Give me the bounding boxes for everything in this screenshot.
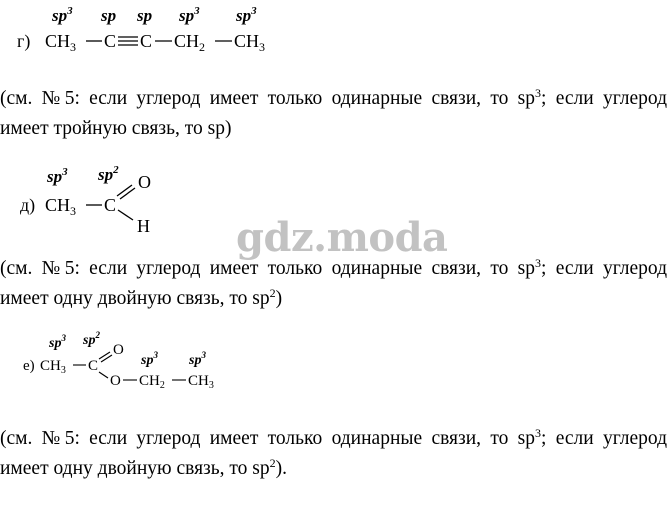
atom-c: C (88, 358, 99, 374)
hyb-g-2: sp (101, 6, 117, 25)
atom-o: O (110, 373, 121, 389)
atom-o: O (138, 172, 151, 192)
hyb-g-4: $sp^3$ (179, 5, 200, 25)
single-bond (99, 372, 108, 378)
formula-g (0, 0, 667, 60)
formula-label-g: г) (17, 31, 31, 51)
single-bond (118, 210, 133, 220)
atom-c: C (140, 31, 153, 51)
atom-ch3: $CH_3$ (40, 358, 66, 376)
atom-o: O (113, 342, 124, 358)
atom-ch3: $CH_3$ (45, 31, 77, 54)
atom-c: C (104, 31, 117, 51)
hyb-e-4: $sp^3$ (189, 350, 206, 368)
formula-d (0, 160, 200, 240)
hyb-g-5: $sp^3$ (236, 5, 257, 25)
atom-ch3: $CH_3$ (188, 373, 214, 391)
double-bond-line (117, 185, 132, 196)
hyb-d-2: $sp^2$ (98, 164, 119, 184)
formula-label-d: д) (20, 195, 36, 215)
hyb-e-1: $sp^3$ (49, 333, 66, 351)
atom-c: C (104, 195, 117, 215)
formula-label-e: е) (23, 358, 35, 374)
atom-ch2: $CH_2$ (174, 31, 206, 54)
atom-ch3: $CH_3$ (45, 195, 77, 218)
hyb-d-1: $sp^3$ (47, 166, 68, 186)
hyb-e-3: $sp^3$ (141, 350, 158, 368)
hyb-g-3: sp (137, 6, 153, 25)
hyb-g-1: $sp^3$ (52, 5, 73, 25)
atom-ch2: $CH_2$ (139, 373, 165, 391)
hyb-e-2: $sp^2$ (83, 330, 100, 348)
formula-e (0, 330, 260, 400)
explanation-1: (см. №5: если углерод имеет только одинарные связи, то $sp^3$; если углерод имеет тройную связь, то sp) (0, 86, 667, 139)
double-bond-line (120, 188, 135, 199)
atom-h: H (137, 216, 150, 236)
explanation-3: (см. №5: если углерод имеет только одинарные связи, то $sp^3$; если углерод имеет одну двойную связь, то $sp^2$). (0, 426, 667, 479)
atom-ch3: $CH_3$ (234, 31, 266, 54)
explanation-2: (см. №5: если углерод имеет только одинарные связи, то $sp^3$; если углерод имеет одну двойную связь, то $sp^2$) (0, 256, 667, 309)
watermark: gdz.moda (236, 214, 448, 261)
